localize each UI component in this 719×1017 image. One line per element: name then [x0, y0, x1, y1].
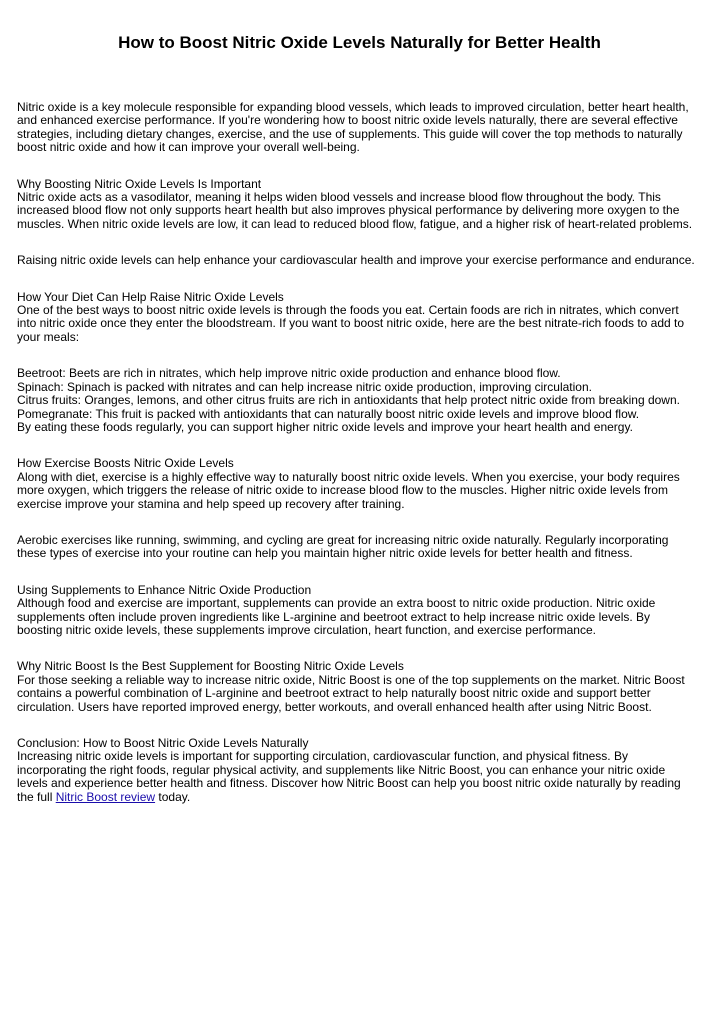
- text-line: One of the best ways to boost nitric oxide levels is through the foods you eat. Certain foods are rich in nitrates, which convert: [17, 303, 679, 318]
- text-line: Along with diet, exercise is a highly effective way to naturally boost nitric oxide levels. When you exercise, your body requires: [17, 469, 680, 484]
- text-line: By eating these foods regularly, you can support higher nitric oxide levels and improve your heart health and energy.: [17, 419, 633, 434]
- paragraph: [17, 584, 707, 638]
- paragraph-spacer: [17, 561, 707, 584]
- text-line: muscles. When nitric oxide levels are low, it can lead to reduced blood flow, fatigue, and a higher risk of heart-related problems.: [17, 216, 693, 231]
- text-line: Pomegranate: This fruit is packed with antioxidants that can naturally boost nitric oxide levels and improve blood flow.: [17, 406, 640, 421]
- paragraph-spacer: [17, 637, 707, 660]
- text-line: Why Boosting Nitric Oxide Levels Is Important: [17, 176, 262, 191]
- paragraph: [17, 534, 707, 561]
- paragraph-spacer: [17, 155, 707, 178]
- paragraph: [17, 101, 707, 155]
- text-line: Conclusion: How to Boost Nitric Oxide Levels Naturally: [17, 736, 309, 750]
- paragraph-spacer: [17, 434, 707, 457]
- text-line: contains a powerful combination of L-arginine and beetroot extract to help naturally boost nitric oxide and support better: [17, 686, 651, 701]
- paragraph: [17, 291, 707, 345]
- text-line: and enhanced exercise performance. If you're wondering how to boost nitric oxide levels naturally, there are several effective: [17, 113, 678, 128]
- paragraph: [17, 254, 707, 267]
- text-line: Spinach: Spinach is packed with nitrates and can help increase nitric oxide production, improving circulation.: [17, 379, 592, 394]
- text-line: boost nitric oxide and how it can improve your overall well-being.: [17, 140, 360, 155]
- text-line: [17, 791, 707, 804]
- paragraph-spacer: [17, 268, 707, 291]
- paragraph: [17, 457, 707, 511]
- text-line: supplements often include proven ingredients like L-arginine and beetroot extract to help increase nitric oxide levels. By: [17, 609, 651, 624]
- text-line: Citrus fruits: Oranges, lemons, and other citrus fruits are rich in antioxidants that help protect nitric oxide from breaking down.: [17, 393, 680, 408]
- text-segment: today.: [155, 789, 191, 804]
- text-line: circulation. Users have reported improved energy, better workouts, and overall enhanced health after using Nitric Boost.: [17, 699, 652, 714]
- text-line: How Exercise Boosts Nitric Oxide Levels: [17, 456, 234, 471]
- text-line: into nitric oxide once they enter the bloodstream. If you want to boost nitric oxide, here are the best nitrate-rich foods to add to: [17, 316, 685, 331]
- page-title: How to Boost Nitric Oxide Levels Naturally for Better Health: [118, 33, 601, 52]
- paragraph: [17, 737, 707, 804]
- paragraph: [17, 367, 707, 434]
- review-link[interactable]: Nitric Boost review: [55, 789, 156, 804]
- text-line: Using Supplements to Enhance Nitric Oxide Production: [17, 582, 312, 597]
- text-line: increased blood flow not only supports heart health but also improves physical performance by delivering more oxygen to the: [17, 203, 680, 218]
- text-segment: the full: [17, 789, 56, 804]
- text-line: How Your Diet Can Help Raise Nitric Oxide Levels: [17, 289, 284, 304]
- text-line: Nitric oxide is a key molecule responsible for expanding blood vessels, which leads to improved circulation, better heart health,: [17, 100, 689, 114]
- paragraph-spacer: [17, 344, 707, 367]
- paragraph: [17, 178, 707, 232]
- text-line: your meals:: [17, 329, 80, 344]
- paragraph: [17, 660, 707, 714]
- text-line: boosting nitric oxide levels, these supplements improve circulation, heart function, and exercise performance.: [17, 622, 596, 637]
- text-line: Increasing nitric oxide levels is important for supporting circulation, cardiovascular function, and physical fitness. By: [17, 749, 628, 764]
- text-line: For those seeking a reliable way to increase nitric oxide, Nitric Boost is one of the top supplements on the market. Nitric Boost: [17, 672, 685, 687]
- paragraph-spacer: [17, 231, 707, 254]
- text-line: Why Nitric Boost Is the Best Supplement for Boosting Nitric Oxide Levels: [17, 659, 404, 674]
- text-line: Beetroot: Beets are rich in nitrates, which help improve nitric oxide production and enhance blood flow.: [17, 366, 561, 381]
- text-line: Although food and exercise are important, supplements can provide an extra boost to nitric oxide production. Nitric oxide: [17, 596, 656, 611]
- text-line: exercise improve your stamina and help speed up recovery after training.: [17, 496, 405, 511]
- text-line: these types of exercise into your routine can help you maintain higher nitric oxide levels for better health and fitness.: [17, 546, 633, 561]
- text-line: Nitric oxide acts as a vasodilator, meaning it helps widen blood vessels and increase blood flow throughout the body. This: [17, 190, 661, 205]
- document-body: [17, 101, 707, 804]
- text-line: Raising nitric oxide levels can help enhance your cardiovascular health and improve your exercise performance and endurance.: [17, 253, 695, 268]
- text-line: incorporating the right foods, regular physical activity, and supplements like Nitric Boost, you can enhance your nitric oxide: [17, 762, 666, 777]
- paragraph-spacer: [17, 511, 707, 534]
- text-line: Aerobic exercises like running, swimming, and cycling are great for increasing nitric oxide naturally. Regularly incorporating: [17, 532, 669, 547]
- text-line: strategies, including dietary changes, exercise, and the use of supplements. This guide will cover the top methods to naturally: [17, 126, 683, 141]
- text-line: levels and experience better health and fitness. Discover how Nitric Boost can help you boost nitric oxide naturally by reading: [17, 776, 681, 791]
- text-line: more oxygen, which triggers the release of nitric oxide to increase blood flow to the muscles. Higher nitric oxide levels from: [17, 483, 668, 498]
- paragraph-spacer: [17, 714, 707, 737]
